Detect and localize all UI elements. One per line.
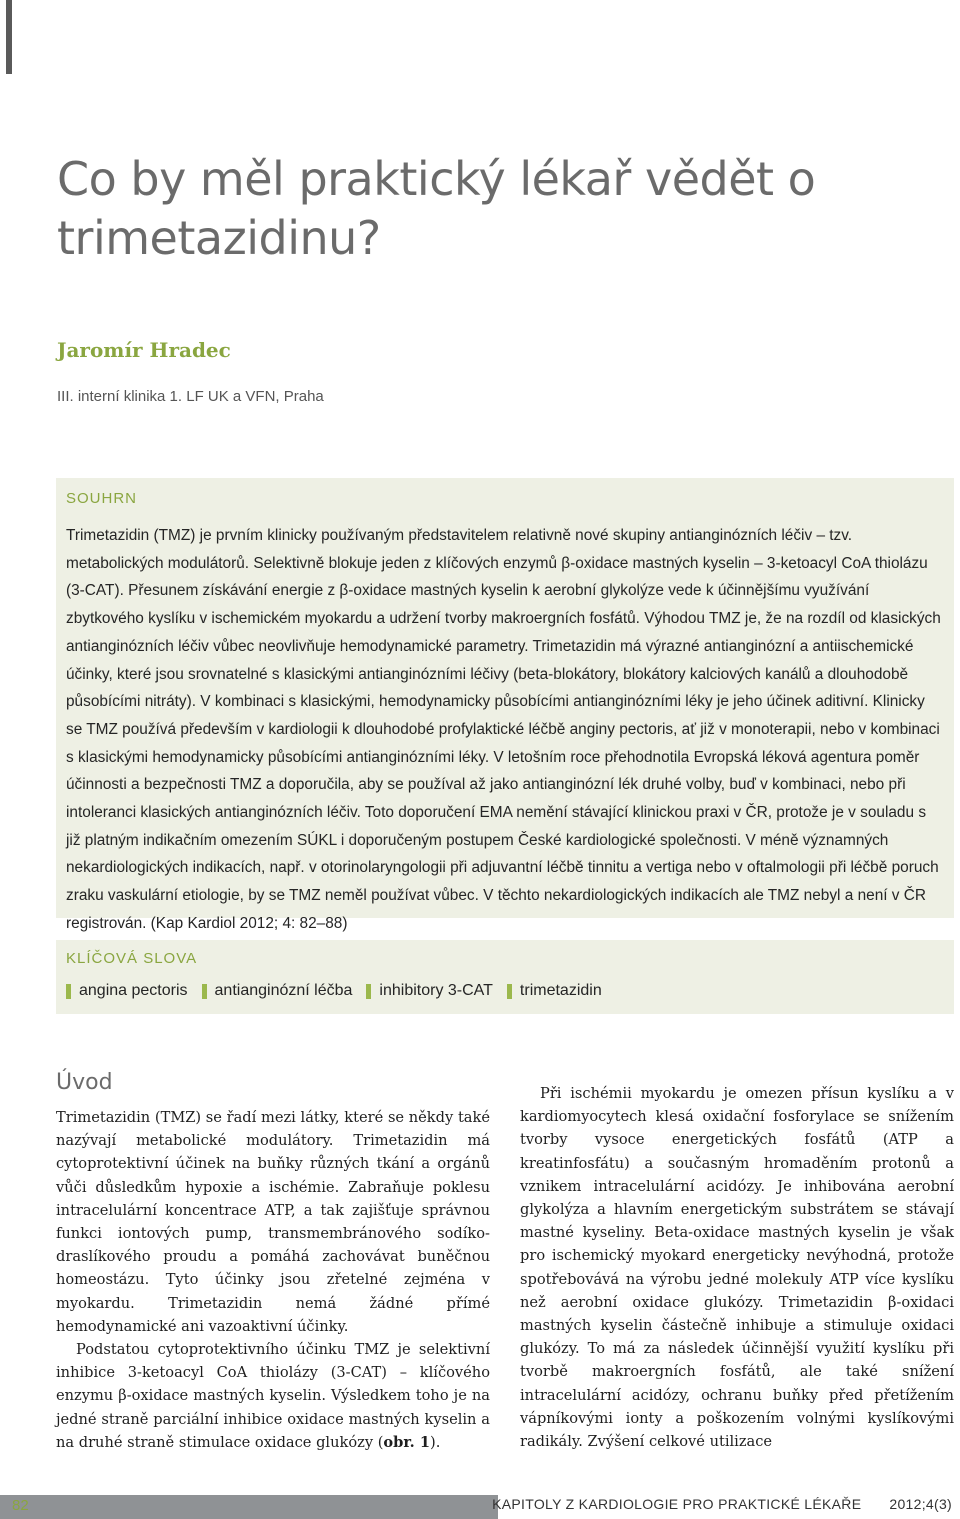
intro-p2-end: ). [430, 1433, 441, 1451]
keywords-heading: KLÍČOVÁ SLOVA [66, 950, 198, 967]
intro-paragraph-1: Trimetazidin (TMZ) se řadí mezi látky, které se někdy také nazývají metabolické modulátory. Trimetazidin má cytoprotektivní účinek na buňky různých tkání a orgánů vůči důsledkům hypoxie a ischémie. Zabraňuje poklesu intracelulární koncentrace ATP, a tak zajišťuje správnou funkci iontových pump, transmembránového sodíko-draslíkového proudu a pomáhá zachovávat buněčnou homeostázu. Tyto účinky jsou zřetelné zejména v myokardu. Trimetazidin nemá žádné přímé hemodynamické ani vazoaktivní účinky. [56, 1109, 490, 1335]
keywords-box [56, 940, 954, 1014]
keyword-label: antianginózní léčba [214, 982, 353, 999]
summary-heading: SOUHRN [66, 490, 138, 507]
keyword-bullet [66, 984, 71, 999]
summary-text: Trimetazidin (TMZ) je prvním klinicky používaným představitelem relativně nové skupiny antianginózních léčiv – tzv. metabolických modulátorů. Selektivně blokuje jeden z klíčových enzymů β-oxidace mastných kyselin – 3-ketoacyl CoA thiolázu (3-CAT). Přesunem získávání energie z β-oxidace mastných kyselin k aerobní glykolýze vede k účinnějšímu využívání zbytkového kyslíku v ischemickém myokardu a udržení tvorby makroergních fosfátů. Výhodou TMZ je, že na rozdíl od klasických antianginózních léčiv vůbec neovlivňuje hemodynamické parametry. Trimetazidin má výrazné antianginózní a antiischemické účinky, které jsou srovnatelné s klasickými antianginózními léčivy (beta-blokátory, blokátory kalciových kanálů a dlouhodobě působícími nitráty). V kombinaci s klasickými, hemodynamicky působícími antianginózními léky je jeho účinek aditivní. Klinicky se TMZ používá především v kardiologii k dlouhodobé profylaktické léčbě anginy pectoris, ať již v monoterapii, nebo v kombinaci s klasickými hemodynamicky působícími antianginózními léky. V letošním roce přehodnotila Evropská léková agentura poměr účinnosti a bezpečnosti TMZ a doporučila, aby se používal až jako antianginózní lék druhé volby, buď v kombinaci, nebo při intoleranci klasických antianginózních léčiv. Toto doporučení EMA nemění stávající klinickou praxi v ČR, protože je v souladu s již platným indikačním omezením SÚKL i doporučeným postupem České kardiologické společnosti. V méně významných nekardiologických indikacích, např. v otorinolaryngologii při adjuvantní léčbě tinnitu a vertiga nebo v oftalmologii při léčbě poruch zraku vaskulární etiologie, by se TMZ neměl používat vůbec. V těchto nekardiologických indikacích ale TMZ nebyl a není v ČR registrován. (Kap Kardiol 2012; 4: 82–88) [66, 527, 941, 932]
keyword-item [507, 982, 602, 1000]
keyword-bullet [507, 984, 512, 999]
keyword-bullet [202, 984, 207, 999]
keyword-bullet [366, 984, 371, 999]
intro-paragraph-2 [56, 1338, 490, 1454]
footer-journal [492, 1496, 952, 1512]
body-column-right [520, 1082, 954, 1453]
author-name: Jaromír Hradec [57, 338, 231, 362]
body-column-left [56, 1068, 490, 1454]
keyword-item [202, 982, 353, 1000]
intro-paragraph-3: Při ischémii myokardu je omezen přísun kyslíku a v kardiomyocytech klesá oxidační fosforylace se snížením tvorby vysoce energetických fosfátů (ATP a kreatinfosfátu) a současným hromaděním protonů a vznikem intracelulární acidózy. Je inhibována aerobní glykolýza a hlavním energetickým substrátem se stávají mastné kyseliny. Beta-oxidace mastných kyselin je však pro ischemický myokard energeticky nevýhodná, protože spotřebovává na výrobu jedné molekuly ATP více kyslíku než aerobní oxidace glukózy. Trimetazidin β-oxidaci mastných kyselin částečně inhibuje a stimuluje oxidaci glukózy. To má za následek účinnější využití kyslíku při tvorbě makroergních fosfátů, ale také snížení intracelulární acidózy, ochranu buňky před přetížením vápníkovými ionty a poškozením volnými kyslíkovými radikály. Zvýšení celkové utilizace [520, 1085, 954, 1451]
article-title: Co by měl praktický lékař vědět o trimetazidinu? [57, 152, 816, 265]
keyword-item [366, 982, 493, 1000]
keyword-item [66, 982, 188, 1000]
journal-issue: 2012;4(3) [889, 1496, 952, 1512]
figure-reference-link[interactable]: obr. 1 [383, 1433, 430, 1451]
journal-name: KAPITOLY Z KARDIOLOGIE PRO PRAKTICKÉ LÉKAŘE [492, 1496, 862, 1512]
page-number: 82 [12, 1497, 29, 1514]
author-affiliation: III. interní klinika 1. LF UK a VFN, Praha [57, 388, 324, 405]
page-edge-bar [6, 0, 12, 74]
footer-bar [0, 1495, 498, 1519]
keywords-list [66, 982, 944, 1000]
summary-box [56, 478, 954, 932]
keyword-label: trimetazidin [519, 982, 602, 999]
keyword-label: angina pectoris [79, 982, 188, 999]
keyword-label: inhibitory 3-CAT [379, 982, 493, 999]
intro-heading: Úvod [56, 1070, 113, 1095]
intro-p2-text: Podstatou cytoprotektivního účinku TMZ je selektivní inhibice 3-ketoacyl CoA thiolázy (3-CAT) – klíčového enzymu β-oxidace mastných kyselin. Výsledkem toho je na jedné straně parciální inhibice oxidace mastných kyselin a na druhé straně stimulace oxidace glukózy ( [56, 1341, 490, 1451]
